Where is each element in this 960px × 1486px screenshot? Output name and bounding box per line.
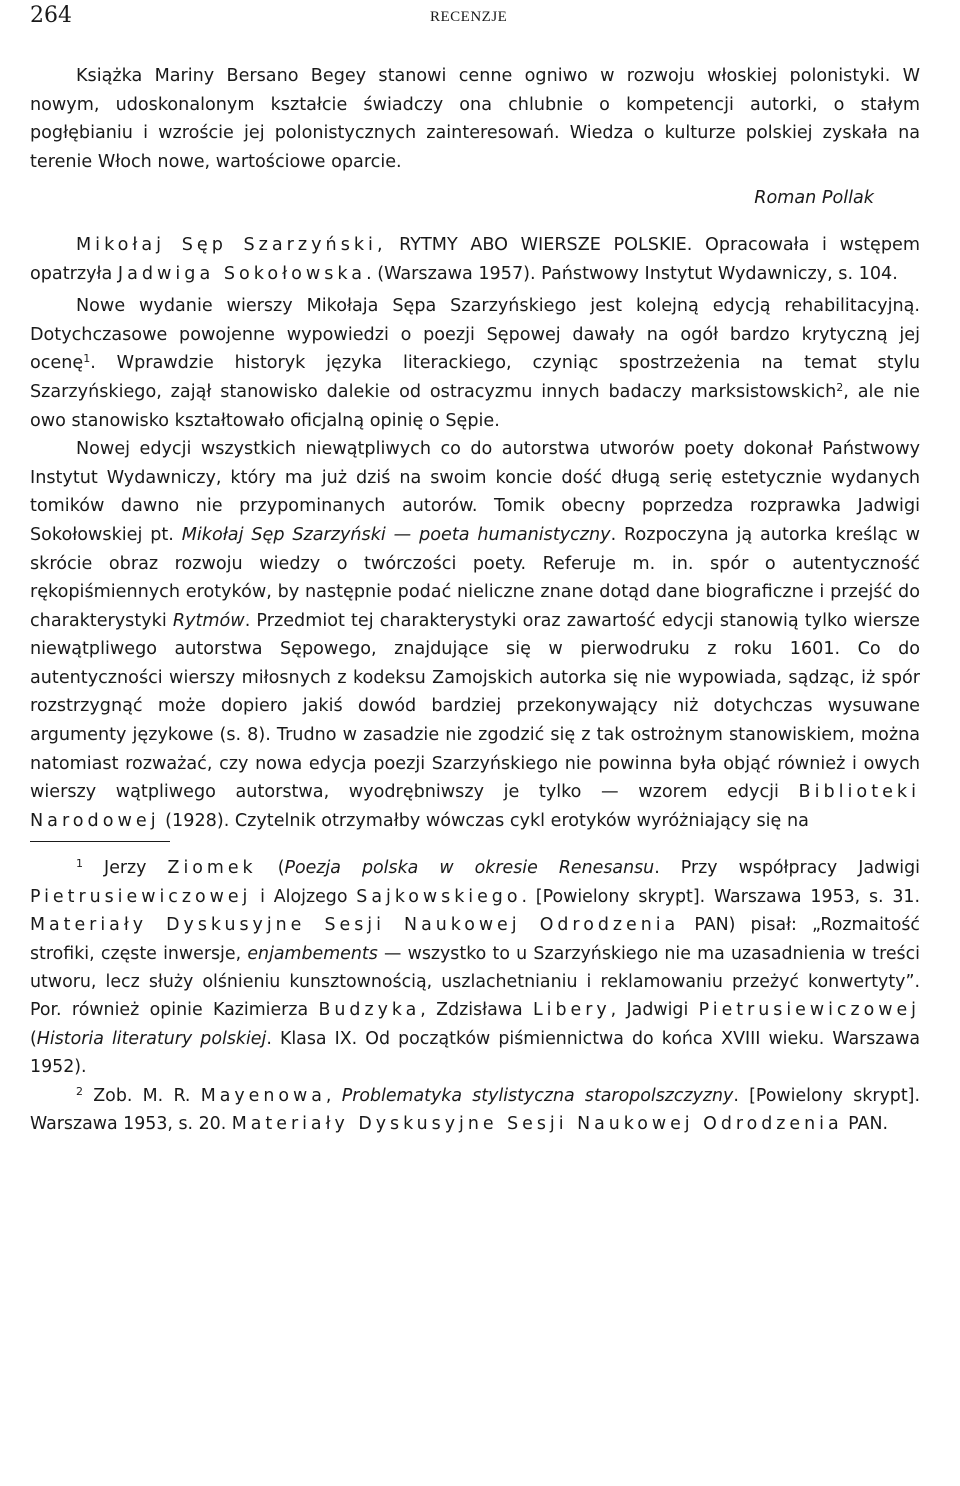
foreign-term: enjambements (247, 943, 378, 964)
author-name: Pietrusiewiczowej (30, 886, 252, 907)
document-page (30, 0, 921, 1135)
text-run: . Wprawdzie historyk języka literackiego, czyniąc spostrzeżenia na temat stylu Szarzyńskiego, zajął stanowisko dalekie od ostracyzmu innych badaczy marksistowskich (30, 353, 920, 402)
work-title-rytmow: Rytmów (172, 610, 245, 631)
text-run: (1928). Czytelnik otrzymałby wówczas cykl erotyków wyróżniający się na (159, 810, 809, 831)
text-run: , ale nie owo stanowisko kształtowało oficjalną opinię o Sępie. (30, 381, 920, 431)
author-name: Libery (532, 1000, 611, 1021)
page-number: 264 (30, 3, 72, 28)
work-title: Problematyka stylistyczna staropolszczyzny (341, 1085, 734, 1106)
text-run: . [Powielony skrypt]. Warszawa 1953, s. 31. (521, 886, 921, 907)
bib-title: RYTMY ABO WIERSZE POLSKIE. Opracowała i wstępem opatrzyła (30, 234, 920, 284)
series-title: Materiały Dyskusyjne Sesji Naukowej Odrodzenia (30, 915, 680, 936)
review-paragraph-2 (30, 435, 920, 835)
series-title: Materiały Dyskusyjne Sesji Naukowej Odrodzenia (231, 1114, 843, 1135)
text-run: ( (30, 1028, 37, 1049)
text-run: Nowej edycji wszystkich niewątpliwych co do autorstwa utworów poety dokonał Państwowy Instytut Wydawniczy, który ma już dziś na swoim koncie dość długą serię estetycznie wydanych tomików dawno nie przypominanych autorów. Tomik obecny poprzedza rozprawka Jadwigi Sokołowskiej pt. (30, 439, 920, 545)
text-run: — wszystko to u Szarzyńskiego nie ma uzasadnienia w treści utworu, lecz służy olśnieniu kunsztownością, uszlachetnianiu i reklamowaniu przeżyć konwertyty”. Por. również opinie Kazimierza (30, 943, 920, 1021)
footnote-number-2: 2 (76, 1084, 83, 1098)
work-title: Mikołaj Sęp Szarzyński — poeta humanistyczny (181, 524, 611, 545)
footnote-ref-1: 1 (83, 352, 91, 366)
text-run: , Jadwigi (610, 1000, 699, 1021)
text-run: Nowe wydanie wierszy Mikołaja Sępa Szarzyńskiego jest kolejną edycją rehabilitacyjną. Dotychczasowe powojenne wypowiedzi o poezji Sępowej dawały na ogół bardzo krytyczną jej ocenę (30, 296, 920, 374)
text-run: ( (256, 858, 285, 879)
text-run: . Rozpoczyna ją autorka kreśląc w skrócie obraz rozwoju wiedzy o twórczości poety. Referuje m. in. spór o autentyczność rękopiśmiennych erotyków, by następnie podać nieliczne znane dotąd dane biograficzne i przejść do charakterystyki (30, 524, 920, 631)
text-run: Jerzy (83, 858, 168, 879)
footnote-1 (30, 854, 920, 1081)
text-run: PAN. (842, 1114, 888, 1135)
bib-author: Mikołaj Sęp Szarzyński, (76, 234, 387, 255)
work-title: Poezja polska w okresie Renesansu (284, 858, 655, 879)
bib-tail: . (Warszawa 1957). Państwowy Instytut Wydawniczy, s. 104. (366, 263, 898, 284)
review-paragraph-1 (30, 292, 920, 435)
review-closing-paragraph: Książka Mariny Bersano Begey stanowi cenne ogniwo w rozwoju włoskiej polonistyki. W nowym, udoskonalonym kształcie świadczy ona chlubnie o kompetencji autorki, o stałym pogłębianiu i wzroście jej polonistycznych zainteresowań. Wiedza o kulturze polskiej zyskała na terenie Włoch nowe, wartościowe oparcie. (30, 66, 920, 172)
running-head: RECENZJE (430, 9, 508, 25)
edition-name: Biblioteki Narodowej (30, 782, 920, 831)
author-name: Pietrusiewiczowej (698, 1000, 920, 1021)
text-run: i Alojzego (251, 886, 357, 907)
text-run: . Klasa IX. Od początków piśmiennictwa do końca XVIII wieku. Warszawa 1952). (30, 1028, 921, 1078)
page-header (30, 3, 920, 33)
author-name: Budzyka (318, 1000, 421, 1021)
footnote-separator (30, 841, 170, 842)
author-name: Sajkowskiego (356, 886, 522, 907)
footnote-number-1: 1 (76, 857, 83, 871)
bibliographic-entry (30, 231, 920, 288)
text-run: . Przedmiot tej charakterystyki oraz zawartość edycji stanowią tylko wiersze niewątpliwego autorstwa Sępowego, znajdujące się w pierwodruku z roku 1601. Co do autentyczności wierszy miłosnych z kodeksu Zamojskich autorka się nie wypowiada, sądząc, iż spór rozstrzygnąć może dopiero jakiś dowód bardziej przekonywający niż dotychczas wysuwane argumenty językowe (s. 8). Trudno w zasadzie nie zgodzić się z tak ostrożnym stanowiskiem, można natomiast rozważać, czy nowa edycja poezji Szarzyńskiego nie powinna była objąć również i owych wierszy wątpliwego autorstwa, wyodrębniwszy je tylko — wzorem edycji (30, 610, 920, 803)
text-run: . [Powielony skrypt]. Warszawa 1953, s. 20. (30, 1085, 920, 1135)
page-body (30, 62, 920, 1139)
author-name: Ziomek (167, 858, 257, 879)
review-signature: Roman Pollak (754, 188, 874, 209)
text-run: PAN) pisał: „Rozmaitość strofiki, częste inwersje, (30, 915, 920, 964)
text-run: Zob. M. R. (83, 1085, 201, 1106)
work-title: Historia literatury polskiej (36, 1028, 267, 1049)
footnote-2 (30, 1082, 920, 1139)
author-name: Mayenowa (200, 1085, 326, 1106)
text-run: , Zdzisława (420, 1000, 533, 1021)
text-run: , (325, 1085, 342, 1106)
text-run: . Przy współpracy Jadwigi (654, 858, 920, 879)
bib-editor: Jadwiga Sokołowska (117, 263, 367, 284)
footnote-ref-2: 2 (836, 380, 844, 394)
